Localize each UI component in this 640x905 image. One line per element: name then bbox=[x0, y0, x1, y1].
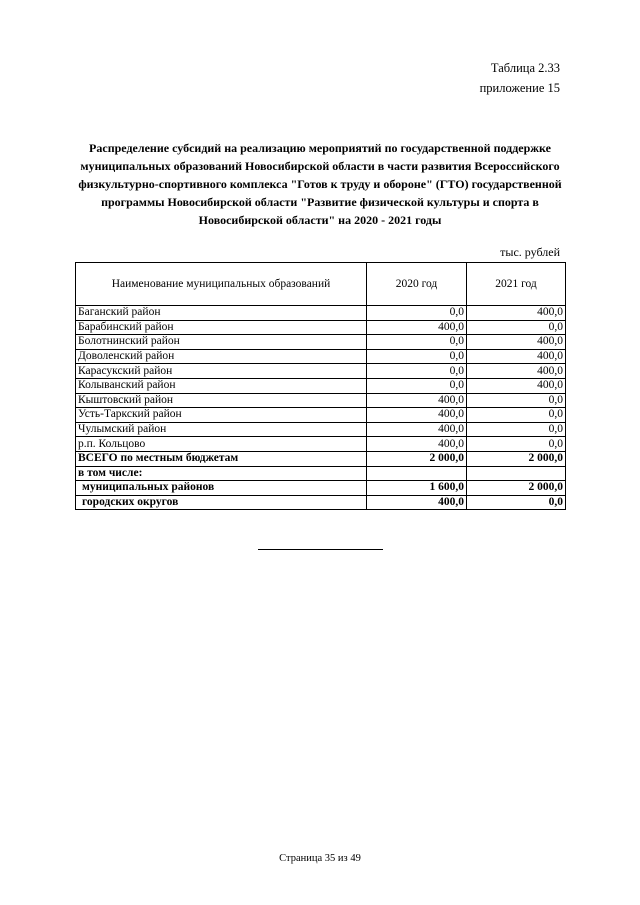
units-label: тыс. рублей bbox=[500, 245, 560, 259]
including-label: в том числе: bbox=[76, 466, 367, 481]
row-name: Колыванский район bbox=[76, 378, 367, 393]
row-value-2021: 0,0 bbox=[467, 437, 566, 452]
table-row bbox=[76, 437, 566, 452]
row-name: р.п. Кольцово bbox=[76, 437, 367, 452]
table-row bbox=[76, 393, 566, 408]
subtotal-value-2020: 400,0 bbox=[367, 495, 467, 510]
table-row bbox=[76, 306, 566, 321]
total-row bbox=[76, 451, 566, 466]
row-value-2020: 400,0 bbox=[367, 320, 467, 335]
row-name: Кыштовский район bbox=[76, 393, 367, 408]
table-row bbox=[76, 364, 566, 379]
table-row bbox=[76, 422, 566, 437]
column-header-2020: 2020 год bbox=[367, 263, 467, 306]
row-value-2020: 400,0 bbox=[367, 437, 467, 452]
column-header-name: Наименование муниципальных образований bbox=[76, 263, 367, 306]
row-value-2021: 400,0 bbox=[467, 306, 566, 321]
row-value-2021: 0,0 bbox=[467, 320, 566, 335]
row-value-2021: 400,0 bbox=[467, 335, 566, 350]
total-value-2021: 2 000,0 bbox=[467, 451, 566, 466]
document-title: Распределение субсидий на реализацию мероприятий по государственной поддержке муниципальных образований Новосибирской области в части развития Всероссийского физкультурно-спортивного комплекса "Готов к труду и обороне" (ГТО) государственной программы Новосибирской области "Развитие физической культуры и спорта в Новосибирской области" на 2020 - 2021 годы bbox=[78, 141, 562, 227]
row-value-2021: 0,0 bbox=[467, 393, 566, 408]
row-name: Усть-Таркский район bbox=[76, 408, 367, 423]
subtotal-row bbox=[76, 481, 566, 496]
total-value-2020: 2 000,0 bbox=[367, 451, 467, 466]
row-value-2020: 400,0 bbox=[367, 422, 467, 437]
subtotal-label: городских округов bbox=[76, 495, 367, 510]
row-name: Карасукский район bbox=[76, 364, 367, 379]
row-value-2021: 400,0 bbox=[467, 364, 566, 379]
row-value-2020: 0,0 bbox=[367, 378, 467, 393]
row-name: Барабинский район bbox=[76, 320, 367, 335]
row-value-2020: 0,0 bbox=[367, 349, 467, 364]
including-empty-2021 bbox=[467, 466, 566, 481]
subtotal-value-2020: 1 600,0 bbox=[367, 481, 467, 496]
total-label: ВСЕГО по местным бюджетам bbox=[76, 451, 367, 466]
row-name: Чулымский район bbox=[76, 422, 367, 437]
table-number: Таблица 2.33 bbox=[490, 61, 560, 75]
including-row bbox=[76, 466, 566, 481]
row-name: Болотнинский район bbox=[76, 335, 367, 350]
subtotal-value-2021: 0,0 bbox=[467, 495, 566, 510]
subtotal-row bbox=[76, 495, 566, 510]
row-name: Баганский район bbox=[76, 306, 367, 321]
row-value-2020: 0,0 bbox=[367, 335, 467, 350]
table-row bbox=[76, 378, 566, 393]
row-value-2020: 400,0 bbox=[367, 393, 467, 408]
separator-line bbox=[258, 549, 383, 550]
row-name: Доволенский район bbox=[76, 349, 367, 364]
row-value-2021: 400,0 bbox=[467, 349, 566, 364]
including-empty-2020 bbox=[367, 466, 467, 481]
row-value-2020: 400,0 bbox=[367, 408, 467, 423]
row-value-2020: 0,0 bbox=[367, 364, 467, 379]
table-row bbox=[76, 349, 566, 364]
table-row bbox=[76, 408, 566, 423]
subtotal-value-2021: 2 000,0 bbox=[467, 481, 566, 496]
page-number: Страница 35 из 49 bbox=[279, 853, 361, 864]
row-value-2021: 400,0 bbox=[467, 378, 566, 393]
row-value-2020: 0,0 bbox=[367, 306, 467, 321]
table-row bbox=[76, 320, 566, 335]
subsidy-table bbox=[75, 262, 566, 510]
table-header-row bbox=[76, 263, 566, 306]
appendix-label: приложение 15 bbox=[479, 81, 560, 95]
subtotal-label: муниципальных районов bbox=[76, 481, 367, 496]
table-row bbox=[76, 335, 566, 350]
row-value-2021: 0,0 bbox=[467, 422, 566, 437]
column-header-2021: 2021 год bbox=[467, 263, 566, 306]
row-value-2021: 0,0 bbox=[467, 408, 566, 423]
